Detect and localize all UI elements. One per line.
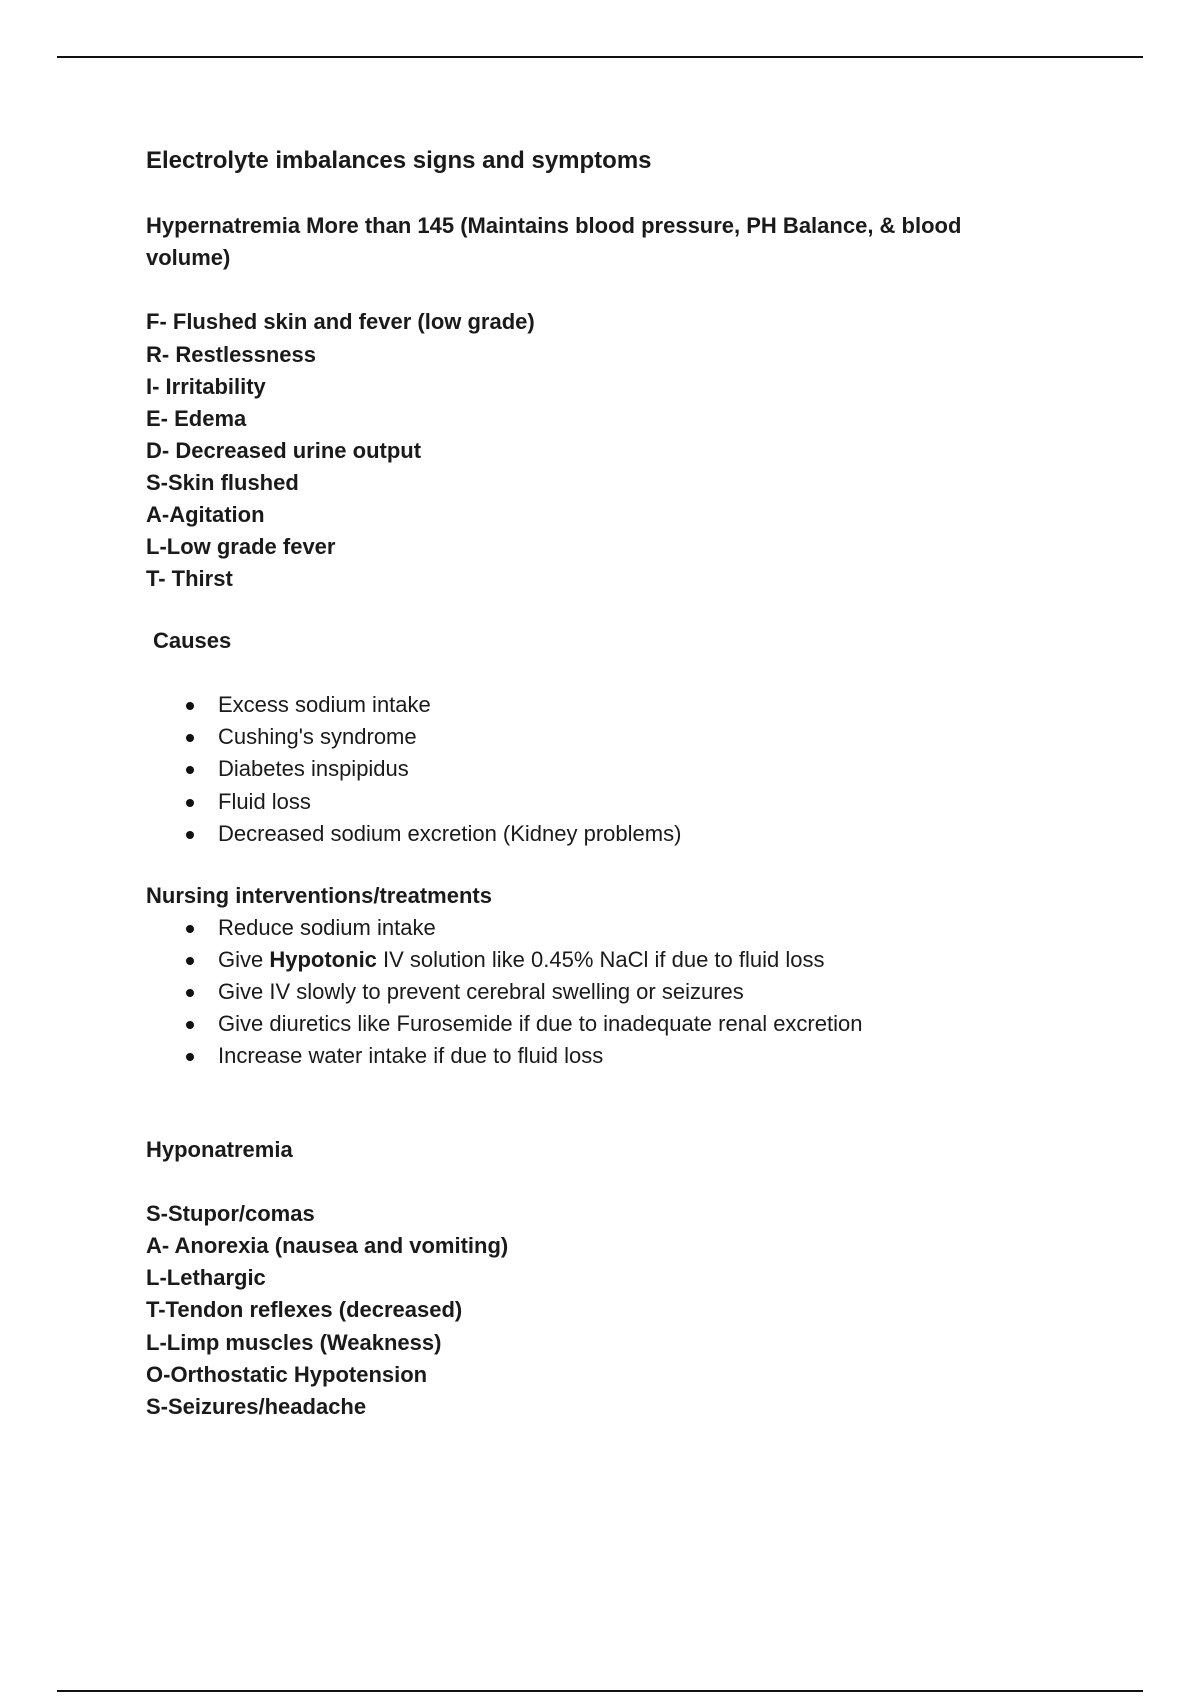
bullet-icon xyxy=(186,766,194,774)
causes-list xyxy=(146,689,1096,849)
bullet-icon xyxy=(186,831,194,839)
list-item: S-Skin flushed xyxy=(146,469,299,495)
list-item: L-Lethargic xyxy=(146,1265,266,1291)
list-item: R- Restlessness xyxy=(146,341,316,367)
list-item: L-Limp muscles (Weakness) xyxy=(146,1329,442,1355)
list-item xyxy=(146,912,1096,944)
list-item: T- Thirst xyxy=(146,566,233,592)
bullet-icon xyxy=(186,989,194,997)
list-item: E- Edema xyxy=(146,405,247,431)
hyponatremia-heading: Hyponatremia xyxy=(146,1137,293,1163)
bullet-icon xyxy=(186,957,194,965)
list-item-text-prefix: Give xyxy=(218,946,270,972)
list-item-text: Give diuretics like Furosemide if due to inadequate renal excretion xyxy=(218,1011,863,1036)
top-divider xyxy=(57,56,1143,58)
list-item: F- Flushed skin and fever (low grade) xyxy=(146,309,535,335)
list-item-text: Excess sodium intake xyxy=(218,692,431,718)
list-item xyxy=(146,721,1096,753)
list-item: I- Irritability xyxy=(146,373,266,399)
list-item: O-Orthostatic Hypotension xyxy=(146,1361,428,1387)
list-item: L-Low grade fever xyxy=(146,534,336,560)
bullet-icon xyxy=(186,1021,194,1029)
list-item-text: Give IV slowly to prevent cerebral swelling or seizures xyxy=(218,978,744,1004)
list-item: S-Seizures/headache xyxy=(146,1393,367,1419)
list-item: D- Decreased urine output xyxy=(146,437,422,463)
list-item: T-Tendon reflexes (decreased) xyxy=(146,1297,463,1323)
document-body xyxy=(146,144,1096,1423)
bullet-icon xyxy=(186,1053,194,1061)
list-item-text: Diabetes inspipidus xyxy=(218,756,409,782)
hypernatremia-mnemonic-list xyxy=(146,306,1096,595)
list-item xyxy=(146,818,1096,850)
list-item: A- Anorexia (nausea and vomiting) xyxy=(146,1233,509,1259)
hypernatremia-heading-line-2: volume) xyxy=(146,245,231,271)
hypotonic-emphasis: Hypotonic xyxy=(269,946,377,972)
interventions-heading: Nursing interventions/treatments xyxy=(146,882,492,908)
list-item-text-suffix: IV solution like 0.45% NaCl if due to fluid loss xyxy=(376,946,825,972)
list-item-text: Reduce sodium intake xyxy=(218,914,436,940)
list-item: A-Agitation xyxy=(146,501,265,527)
list-item xyxy=(146,1008,1096,1040)
bullet-icon xyxy=(186,702,194,710)
hyponatremia-mnemonic-list xyxy=(146,1198,1096,1423)
bottom-divider xyxy=(57,1690,1143,1692)
bullet-icon xyxy=(186,734,194,742)
list-item xyxy=(146,976,1096,1008)
bullet-icon xyxy=(186,925,194,933)
page-title: Electrolyte imbalances signs and symptoms xyxy=(146,147,652,174)
list-item xyxy=(146,944,1096,976)
bullet-icon xyxy=(186,799,194,807)
list-item-text: Increase water intake if due to fluid loss xyxy=(218,1043,604,1069)
list-item-text: Cushing's syndrome xyxy=(218,724,417,750)
list-item xyxy=(146,753,1096,785)
hypernatremia-heading-line-1: Hypernatremia More than 145 (Maintains blood pressure, PH Balance, & blood xyxy=(146,213,962,238)
list-item xyxy=(146,1040,1096,1072)
interventions-list xyxy=(146,912,1096,1072)
causes-heading: Causes xyxy=(153,628,232,654)
list-item xyxy=(146,689,1096,721)
list-item xyxy=(146,786,1096,818)
list-item: S-Stupor/comas xyxy=(146,1201,315,1227)
list-item-text: Decreased sodium excretion (Kidney problems) xyxy=(218,820,682,846)
list-item-text: Fluid loss xyxy=(218,788,311,814)
